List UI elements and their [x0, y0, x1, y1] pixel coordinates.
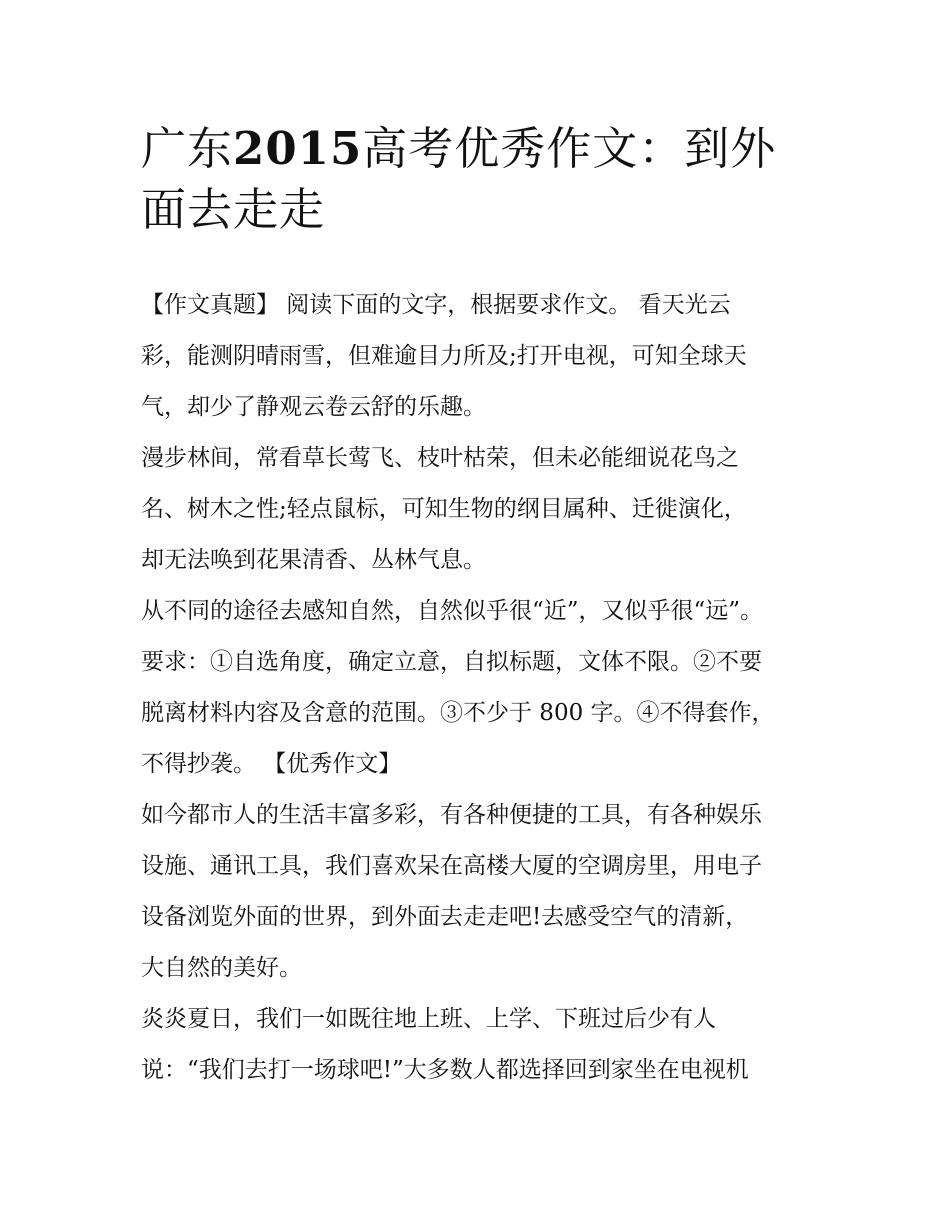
text-line: 【作文真题】 阅读下面的文字，根据要求作文。 看天光云: [141, 292, 731, 318]
page-title: [141, 118, 821, 240]
text-line: 气，却少了静观云卷云舒的乐趣。: [141, 394, 486, 420]
text-line: 要求：①自选角度，确定立意，自拟标题，文体不限。②不要: [141, 649, 762, 675]
text-line: 如今都市人的生活丰富多彩，有各种便捷的工具，有各种娱乐: [141, 802, 762, 828]
text-line: 设施、通讯工具，我们喜欢呆在高楼大厦的空调房里，用电子: [141, 853, 762, 879]
text-line: 大自然的美好。: [141, 955, 302, 981]
text-line: 漫步林间，常看草长莺飞、枝叶枯荣，但未必能细说花鸟之: [141, 445, 739, 471]
text-line: 却无法唤到花果清香、丛林气息。: [141, 547, 486, 573]
text-line: 说：“我们去打一场球吧!”大多数人都选择回到家坐在电视机: [141, 1057, 749, 1083]
text-line: 彩，能测阴晴雨雪，但难逾目力所及;打开电视，可知全球天: [141, 343, 747, 369]
title-year: 2015: [233, 122, 363, 175]
text-line: 不得抄袭。 【优秀作文】: [141, 751, 402, 777]
body-text: [141, 280, 831, 1096]
text-line: 脱离材料内容及含意的范围。③不少于 800 字。④不得套作，: [141, 700, 775, 726]
text-line: 设备浏览外面的世界，到外面去走走吧!去感受空气的清新，: [141, 904, 749, 930]
text-line: 从不同的途径去感知自然，自然似乎很“近”，又似乎很“远”。: [141, 598, 764, 624]
title-prefix: 广东: [141, 122, 234, 175]
text-line: 名、树木之性;轻点鼠标，可知生物的纲目属种、迁徙演化，: [141, 496, 747, 522]
text-line: 炎炎夏日，我们一如既往地上班、上学、下班过后少有人: [141, 1006, 716, 1032]
title-continuation: 面去走走: [141, 183, 326, 236]
title-main: 高考优秀作文：到外: [362, 122, 777, 175]
